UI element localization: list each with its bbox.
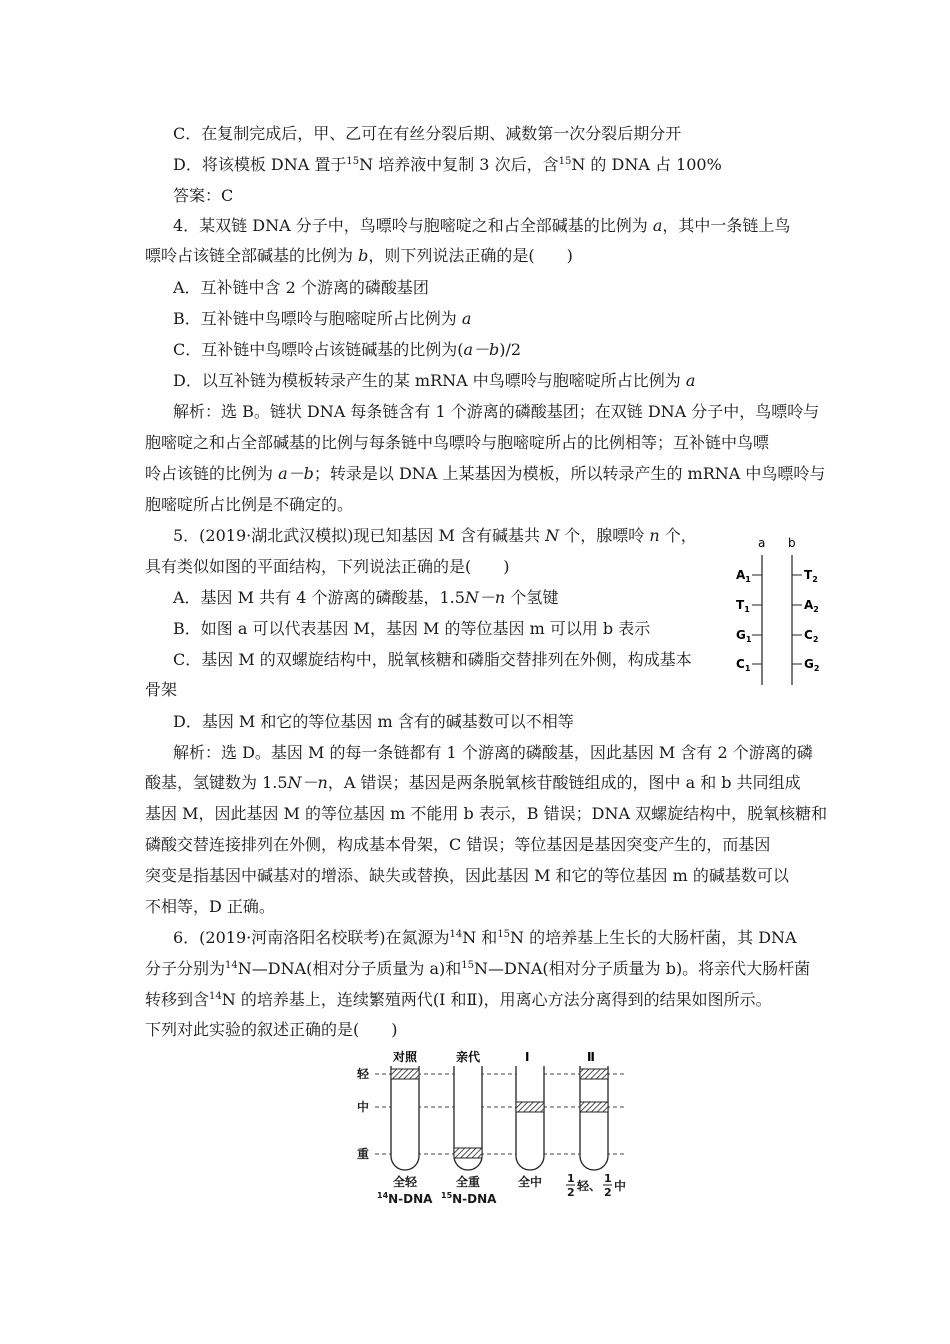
- question-4-cont: 嘌呤占该链全部碱基的比例为 b，则下列说法正确的是( ): [145, 246, 573, 265]
- option-d-q3: D．将该模板 DNA 置于$^{15}$N 培养液中复制 3 次后，含$^{15}$N 的 DNA 占 100%: [173, 155, 722, 174]
- level-light-label: 轻: [357, 1067, 370, 1081]
- question-6-l4: 下列对此实验的叙述正确的是( ): [145, 1020, 398, 1039]
- level-heavy-label: 重: [357, 1147, 370, 1161]
- option-d-q5: D．基因 M 和它的等位基因 m 含有的碱基数可以不相等: [173, 712, 574, 731]
- dna-band: [516, 1102, 544, 1112]
- question-5: 5．(2019·湖北武汉模拟)现已知基因 M 含有碱基共 N 个，腺嘌呤 n 个，: [173, 526, 697, 545]
- question-6: 6．(2019·河南洛阳名校联考)在氮源为$^{14}$N 和$^{15}$N 的培养基上生长的大肠杆菌，其 DNA: [173, 928, 797, 947]
- tube-caption-sub: $^{15}$N-DNA: [441, 1191, 497, 1206]
- option-b-q4: B．互补链中鸟嘌呤与胞嘧啶所占比例为 a: [173, 309, 472, 328]
- analysis-q4-l3: 呤占该链的比例为 a－b；转录是以 DNA 上某基因为模板，所以转录产生的 mRNA 中鸟嘌呤与: [145, 464, 826, 483]
- dna-band: [454, 1148, 482, 1158]
- test-tube: [516, 1066, 544, 1170]
- test-tube: [580, 1066, 608, 1170]
- base-right: $C_2$: [804, 628, 819, 644]
- tube-caption: 全中: [518, 1175, 543, 1189]
- question-4: 4．某双链 DNA 分子中，鸟嘌呤与胞嘧啶之和占全部碱基的比例为 a，其中一条链上鸟: [173, 216, 791, 235]
- option-a-q4: A．互补链中含 2 个游离的磷酸基团: [173, 278, 429, 297]
- option-c-q3: C．在复制完成后，甲、乙可在有丝分裂后期、减数第一次分裂后期分开: [173, 124, 682, 143]
- analysis-q5-l3: 基因 M，因此基因 M 的等位基因 m 不能用 b 表示，B 错误；DNA 双螺旋结构中，脱氧核糖和: [145, 804, 828, 823]
- option-c-q4: C．互补链中鸟嘌呤占该链碱基的比例为(a－b)/2: [173, 340, 522, 359]
- base-left: $G_1$: [736, 628, 752, 644]
- strand-a-label: a: [758, 536, 766, 550]
- analysis-q4-l4: 胞嘧啶所占比例是不确定的。: [145, 495, 354, 514]
- base-left: $T_1$: [736, 598, 750, 614]
- centrifuge-tube-figure: [355, 1048, 645, 1213]
- base-left: $A_1$: [736, 568, 751, 584]
- question-6-l2: 分子分别为$^{14}$N—DNA(相对分子质量为 a)和$^{15}$N—DNA(相对分子质量为 b)。将亲代大肠杆菌: [145, 959, 811, 978]
- test-tube: [391, 1066, 419, 1170]
- dna-band: [580, 1069, 608, 1079]
- analysis-q5: 解析：选 D。基因 M 的每一条链都有 1 个游离的磷酸基，因此基因 M 含有 2 个游离的磷: [173, 743, 813, 762]
- option-d-q4: D．以互补链为模板转录产生的某 mRNA 中鸟嘌呤与胞嘧啶所占比例为 a: [173, 371, 696, 390]
- tube-title: 对照: [393, 1050, 418, 1064]
- analysis-q5-l6: 不相等，D 正确。: [145, 897, 275, 916]
- option-b-q5: B．如图 a 可以代表基因 M，基因 M 的等位基因 m 可以用 b 表示: [173, 619, 651, 638]
- base-left: $C_1$: [736, 657, 751, 673]
- base-right: $T_2$: [804, 568, 818, 584]
- base-right: $A_2$: [804, 598, 819, 614]
- question-5-cont: 具有类似如图的平面结构，下列说法正确的是( ): [145, 557, 510, 576]
- fraction-denominator: 2: [604, 1186, 612, 1199]
- option-c-q5-cont: 骨架: [145, 680, 178, 699]
- tube-title: 亲代: [456, 1050, 481, 1064]
- option-c-q5: C．基因 M 的双螺旋结构中，脱氧核糖和磷脂交替排列在外侧，构成基本: [173, 650, 692, 669]
- dna-band: [580, 1102, 608, 1112]
- fraction-numerator: 1: [567, 1172, 575, 1185]
- analysis-q5-l4: 磷酸交替连接排列在外侧，构成基本骨架，C 错误；等位基因是基因突变产生的，而基因: [145, 835, 771, 854]
- tube-caption: 全重: [456, 1175, 481, 1189]
- option-a-q5: A．基因 M 共有 4 个游离的磷酸基，1.5N－n 个氢键: [173, 588, 559, 607]
- question-6-l3: 转移到含$^{14}$N 的培养基上，连续繁殖两代(Ⅰ 和Ⅱ)，用离心方法分离得到的结果如图所示。: [145, 990, 772, 1009]
- tube-caption: 全轻: [393, 1175, 418, 1189]
- dna-strand-figure: [730, 535, 830, 690]
- tube-caption: 轻、: [577, 1179, 602, 1193]
- analysis-q4-l2: 胞嘧啶之和占全部碱基的比例与每条链中鸟嘌呤与胞嘧啶所占的比例相等；互补链中鸟嘌: [145, 433, 770, 452]
- fraction-denominator: 2: [567, 1186, 575, 1199]
- base-right: $G_2$: [804, 657, 820, 673]
- analysis-q5-l2: 酸基，氢键数为 1.5N－n，A 错误；基因是两条脱氧核苷酸链组成的，图中 a 和 b 共同组成: [145, 773, 801, 792]
- level-middle-label: 中: [357, 1100, 370, 1114]
- fraction-numerator: 1: [604, 1172, 612, 1185]
- dna-band: [391, 1069, 419, 1079]
- tube-title: Ⅰ: [525, 1050, 530, 1064]
- analysis-q4: 解析：选 B。链状 DNA 每条链含有 1 个游离的磷酸基团；在双链 DNA 分子中，鸟嘌呤与: [173, 402, 820, 421]
- strand-b-label: b: [788, 536, 796, 550]
- analysis-q5-l5: 突变是指基因中碱基对的增添、缺失或替换，因此基因 M 和它的等位基因 m 的碱基数可以: [145, 866, 789, 885]
- answer-q3: 答案：C: [173, 186, 234, 205]
- tube-title: Ⅱ: [587, 1050, 595, 1064]
- tube-caption-sub: $^{14}$N-DNA: [377, 1191, 433, 1206]
- tube-caption: 中: [614, 1179, 627, 1193]
